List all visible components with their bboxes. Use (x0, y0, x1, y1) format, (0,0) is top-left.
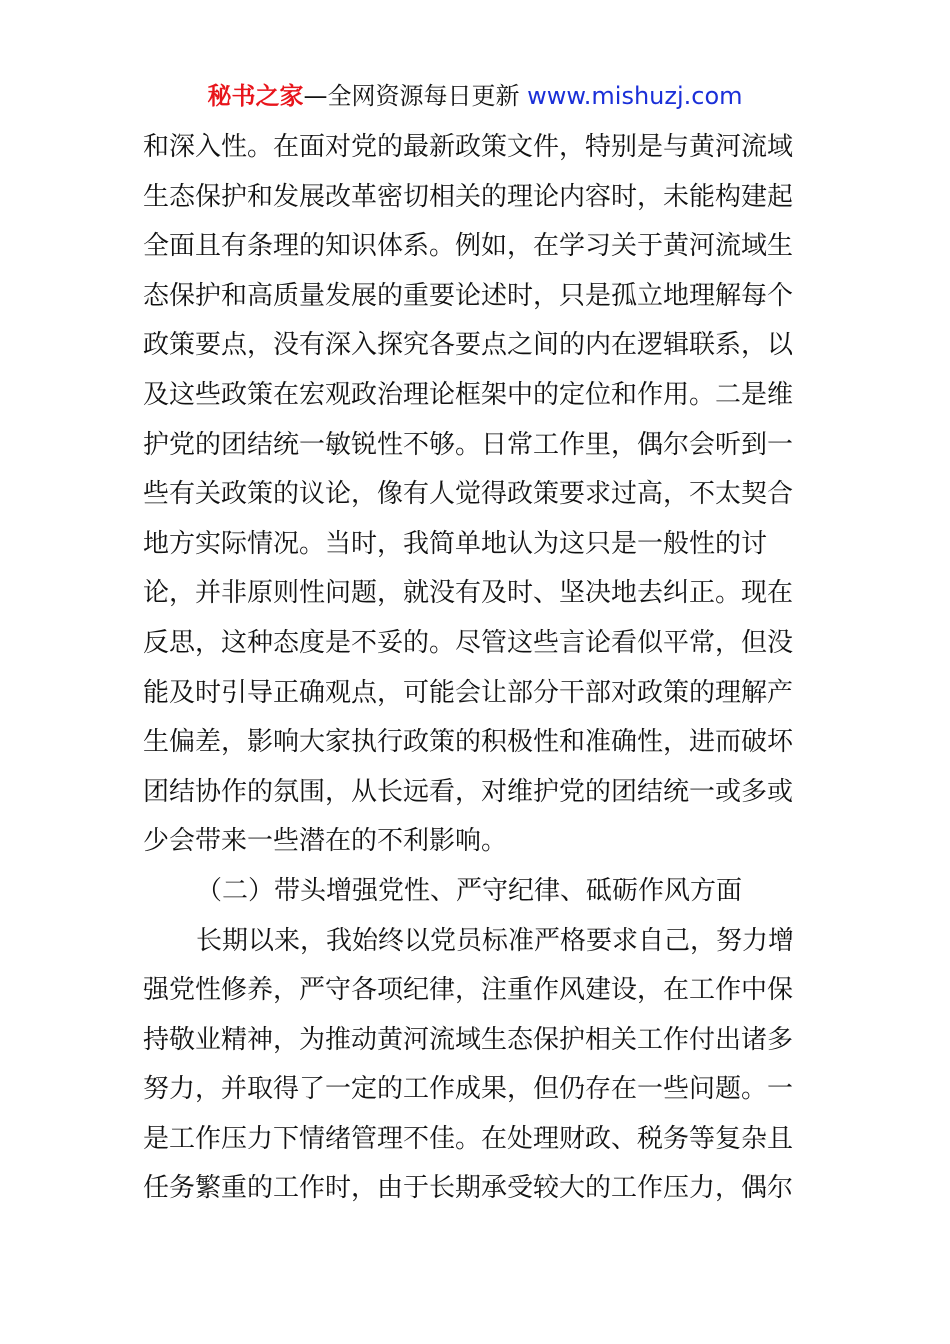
paragraph-line: 地方实际情况。当时，我简单地认为这只是一般性的讨 (143, 528, 768, 559)
paragraph-line: 及这些政策在宏观政治理论框架中的定位和作用。二是维 (143, 379, 794, 410)
paragraph-line: 政策要点，没有深入探究各要点之间的内在逻辑联系，以 (143, 330, 794, 361)
paragraph-line: 论，并非原则性问题，就没有及时、坚决地去纠正。现在 (143, 578, 794, 609)
site-tagline: —全网资源每日更新 (303, 82, 520, 110)
paragraph-line: 是工作压力下情绪管理不佳。在处理财政、税务等复杂且 (143, 1123, 794, 1154)
paragraph-line: 生偏差，影响大家执行政策的积极性和准确性，进而破坏 (143, 727, 794, 758)
paragraph-line: 持敬业精神，为推动黄河流域生态保护相关工作付出诸多 (143, 1024, 794, 1055)
document-body (143, 123, 813, 1214)
paragraph-line: 任务繁重的工作时，由于长期承受较大的工作压力，偶尔 (143, 1173, 794, 1204)
paragraph-line: 团结协作的氛围，从长远看，对维护党的团结统一或多或 (143, 776, 794, 807)
paragraph-line: 反思，这种态度是不妥的。尽管这些言论看似平常，但没 (143, 627, 794, 658)
site-header (0, 78, 950, 114)
paragraph-line: 强党性修养，严守各项纪律，注重作风建设，在工作中保 (143, 975, 794, 1006)
paragraph-line: 和深入性。在面对党的最新政策文件，特别是与黄河流域 (143, 132, 794, 162)
paragraph-line: 努力，并取得了一定的工作成果，但仍存在一些问题。一 (143, 1074, 794, 1105)
paragraph-line: 全面且有条理的知识体系。例如，在学习关于黄河流域生 (143, 231, 794, 262)
paragraph-line: 生态保护和发展改革密切相关的理论内容时，未能构建起 (143, 181, 794, 212)
paragraph-line: 些有关政策的议论，像有人觉得政策要求过高，不太契合 (143, 479, 794, 510)
paragraph-line: 态保护和高质量发展的重要论述时，只是孤立地理解每个 (143, 280, 794, 311)
site-brand: 秘书之家 (207, 82, 304, 110)
section-heading: （二）带头增强党性、严守纪律、砥砺作风方面 (196, 875, 743, 906)
site-url-link[interactable]: www.mishuzj.com (527, 82, 743, 110)
paragraph-line: 长期以来，我始终以党员标准严格要求自己，努力增 (196, 925, 795, 956)
paragraph-line: 护党的团结统一敏锐性不够。日常工作里，偶尔会听到一 (143, 429, 794, 460)
paragraph-line: 少会带来一些潜在的不利影响。 (143, 826, 508, 857)
paragraph-line: 能及时引导正确观点，可能会让部分干部对政策的理解产 (143, 677, 794, 708)
